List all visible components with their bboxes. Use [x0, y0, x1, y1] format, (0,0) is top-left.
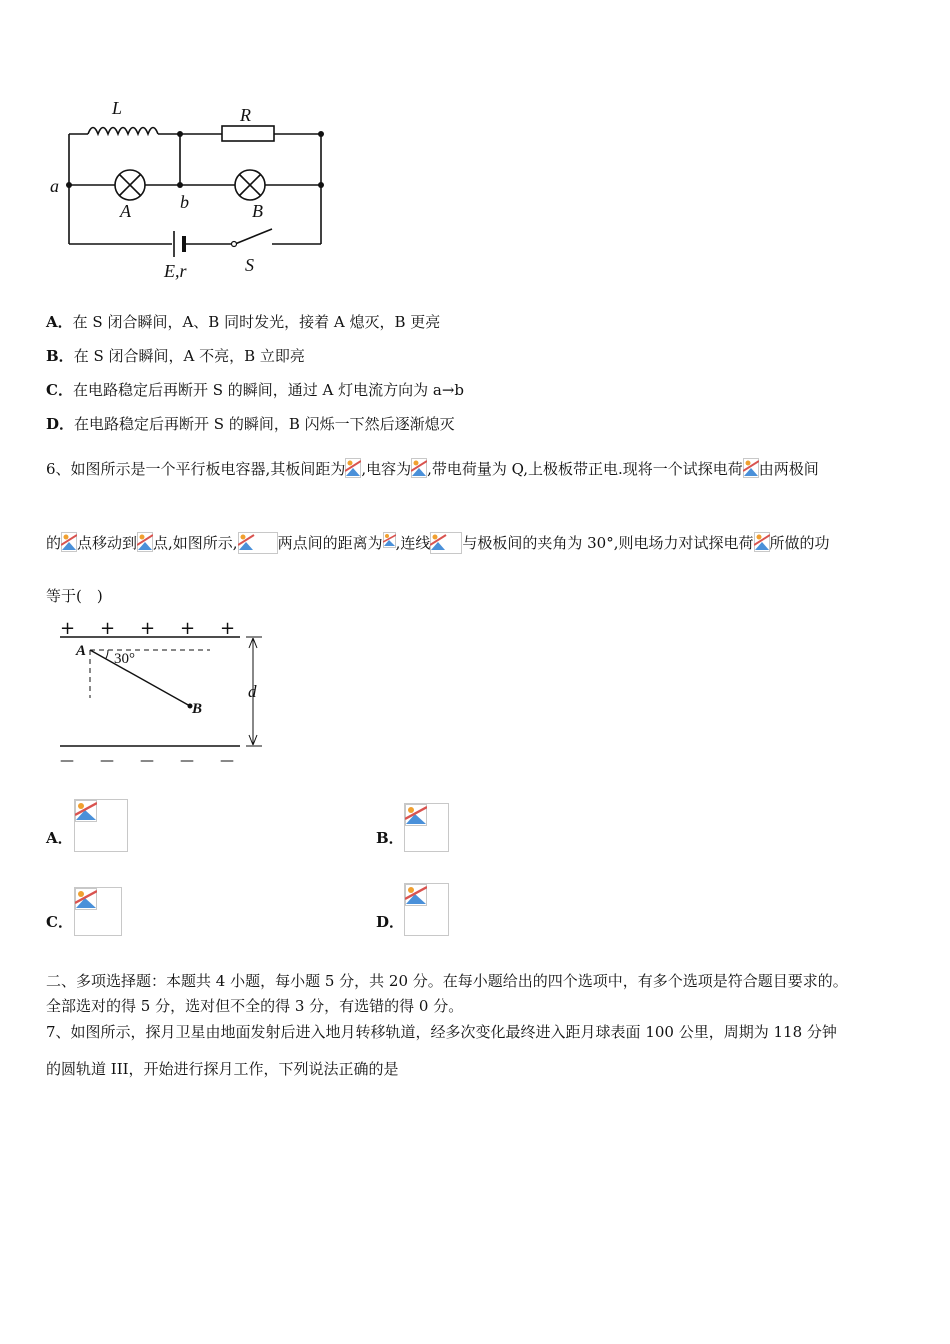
label-point-a: A [76, 643, 87, 659]
q6-line-3 [46, 585, 103, 606]
broken-image-icon [430, 532, 462, 552]
q6-text: ,带电荷量为 Q,上极板带正电.现将一个试探电荷 [427, 460, 743, 478]
label-lamp-a: A [120, 201, 131, 221]
circuit-diagram [40, 95, 340, 285]
label-node-b: b [180, 192, 189, 212]
q6-option-d-image[interactable] [404, 883, 449, 936]
option-letter: C． [46, 381, 73, 399]
q6-text: 点,如图所示, [153, 534, 238, 552]
q7-line-1: 7、如图所示，探月卫星由地面发射后进入地月转移轨道，经多次变化最终进入距月球表面 100 公里，周期为 118 分钟 [46, 1023, 837, 1041]
q6-text: 所做的功 [769, 534, 830, 552]
q5-option-d [46, 413, 455, 434]
label-point-b: B [192, 701, 203, 717]
q5-option-c [46, 379, 464, 400]
plus-sign: + [60, 618, 76, 639]
label-inductor: L [112, 98, 123, 118]
minus-sign: — [140, 753, 154, 769]
section-2-instructions-line-2: 全部选对的得 5 分，选对但不全的得 3 分，有选错的得 0 分。 [46, 997, 464, 1015]
q6-text: 与极板间的夹角为 30°,则电场力对试探电荷 [462, 534, 754, 552]
minus-sign: — [180, 753, 194, 769]
q6-text: ,连线 [395, 534, 431, 552]
q6-option-b-image[interactable] [404, 803, 449, 852]
label-battery: E,r [164, 261, 187, 281]
q6-option-a-image[interactable] [74, 799, 128, 852]
q6-text: 的 [46, 534, 62, 552]
q6-option-a-label: A． [46, 829, 73, 847]
option-letter: B． [46, 347, 74, 365]
broken-image-icon [61, 532, 77, 552]
q5-option-b [46, 345, 305, 366]
q6-text: 由两极间 [758, 460, 819, 478]
option-letter: A． [46, 313, 73, 331]
broken-image-icon [743, 458, 759, 478]
q5-option-a [46, 311, 440, 332]
broken-image-icon [411, 458, 427, 478]
option-letter: D． [46, 415, 75, 433]
broken-image-icon [345, 458, 361, 478]
q6-text: 等于( ) [46, 587, 103, 605]
label-switch: S [245, 255, 254, 275]
broken-image-icon [405, 884, 427, 906]
broken-image-icon [383, 532, 396, 552]
section-2-instructions-line-1: 二、多项选择题：本题共 4 小题，每小题 5 分，共 20 分。在每小题给出的四个选项中，有多个选项是符合题目要求的。 [46, 972, 848, 990]
broken-image-icon [238, 532, 278, 552]
q6-text: 点移动到 [77, 534, 138, 552]
plus-sign: + [180, 618, 196, 639]
capacitor-diagram [50, 612, 280, 772]
broken-image-icon [75, 888, 97, 910]
q6-option-c-label: C． [46, 913, 73, 931]
minus-sign: — [220, 753, 234, 769]
plus-sign: + [140, 618, 156, 639]
q6-option-b-label: B． [376, 829, 404, 847]
q6-text: ,电容为 [361, 460, 412, 478]
broken-image-icon [754, 532, 770, 552]
q7-line-2: 的圆轨道 III，开始进行探月工作，下列说法正确的是 [46, 1060, 399, 1078]
minus-sign: — [60, 753, 74, 769]
q6-text: 两点间的距离为 [277, 534, 383, 552]
minus-sign: — [100, 753, 114, 769]
q6-option-d-label: D． [376, 913, 405, 931]
q6-line-1 [46, 458, 819, 479]
option-text: 在 S 闭合瞬间，A、B 同时发光，接着 A 熄灭，B 更亮 [72, 313, 441, 331]
option-text: 在电路稳定后再断开 S 的瞬间，B 闪烁一下然后逐渐熄灭 [74, 415, 455, 433]
label-distance: d [248, 682, 257, 701]
broken-image-icon [405, 804, 427, 826]
q6-line-2 [46, 532, 830, 553]
label-resistor: R [240, 105, 251, 125]
label-node-a: a [50, 176, 59, 196]
plus-sign: + [220, 618, 236, 639]
option-text: 在 S 闭合瞬间，A 不亮，B 立即亮 [73, 347, 305, 365]
label-lamp-b: B [252, 201, 263, 221]
plus-sign: + [100, 618, 116, 639]
broken-image-icon [75, 800, 97, 822]
broken-image-icon [137, 532, 153, 552]
q6-text: 6、如图所示是一个平行板电容器,其板间距为 [46, 460, 346, 478]
option-text: 在电路稳定后再断开 S 的瞬间，通过 A 灯电流方向为 a→b [72, 381, 465, 399]
label-angle: 30° [114, 651, 135, 667]
q6-option-c-image[interactable] [74, 887, 122, 936]
